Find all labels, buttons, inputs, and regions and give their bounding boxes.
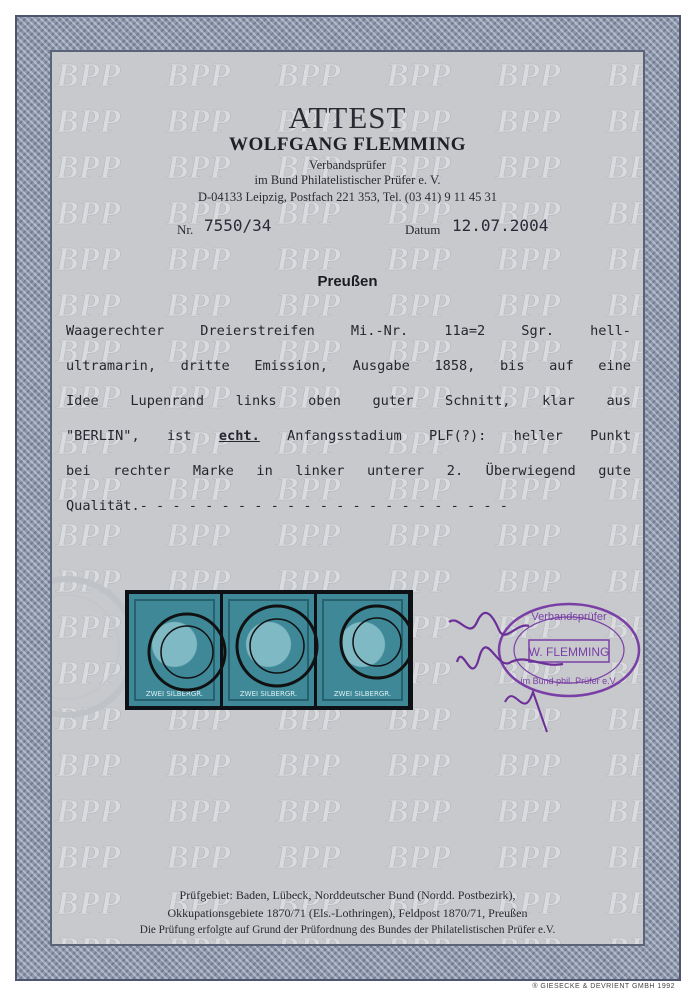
seal-text-top: Verbandsprüfer: [531, 611, 607, 623]
stamp-caption: ZWEI SILBERGR.: [239, 690, 298, 698]
verdict-genuine: echt.: [218, 428, 260, 444]
footer-exam-rules: Die Prüfung erfolgte auf Grund der Prüfordnung des Bundes der Philatelistischen Prüfer e.V.: [139, 924, 556, 936]
stamp-strip-image: [125, 590, 413, 710]
description-line: Qualität.- - - - - - - - - - - - - - - - - - - - - - -: [66, 498, 508, 514]
examiner-signature-seal: [437, 592, 642, 742]
nr-label: Nr.: [177, 222, 194, 237]
examiner-role: Verbandsprüfer: [308, 158, 387, 172]
description-line: Idee Lupenrand links oben guter Schnitt, klar aus: [66, 393, 631, 409]
oval-seal-icon: [437, 592, 642, 742]
description-line-verdict: [66, 419, 631, 454]
verdict-suffix: Anfangsstadium PLF(?): heller Punkt: [259, 428, 631, 444]
stamp-caption: ZWEI SILBERGR.: [333, 690, 392, 698]
stamp-caption: ZWEI SILBERGR.: [145, 690, 204, 698]
section-heading: Preußen: [317, 273, 378, 290]
certificate-body: [50, 50, 645, 946]
seal-text-name: W. FLEMMING: [528, 645, 610, 659]
examiner-name: WOLFGANG FLEMMING: [228, 134, 467, 155]
certificate-title: ATTEST: [288, 100, 407, 135]
description-line: bei rechter Marke in linker unterer 2. Überwiegend gute: [66, 463, 631, 479]
seal-text-bottom: im Bund phil. Prüfer e.V.: [520, 676, 618, 686]
date-label: Datum: [405, 222, 441, 237]
printer-imprint: ® GIESECKE & DEVRIENT GMBH 1992: [532, 983, 675, 990]
postmark-cancels: [125, 590, 413, 710]
verdict-prefix: "BERLIN", ist: [66, 428, 219, 444]
description-line: ultramarin, dritte Emission, Ausgabe 1858, bis auf eine: [66, 358, 631, 374]
certificate-date: 12.07.2004: [452, 216, 549, 235]
examiner-address: D-04133 Leipzig, Postfach 221 353, Tel. (03 41) 9 11 45 31: [197, 190, 498, 204]
examiner-association: im Bund Philatelistischer Prüfer e. V.: [254, 173, 441, 187]
description-line: Waagerechter Dreierstreifen Mi.-Nr. 11a=2 Sgr. hell-: [66, 323, 631, 339]
signature-stroke: [449, 613, 529, 635]
description-text: [66, 314, 631, 524]
footer-exam-area-2: Okkupationsgebiete 1870/71 (Els.-Lothringen), Feldpost 1870/71, Preußen: [167, 906, 528, 920]
footer-exam-area: Prüfgebiet: Baden, Lübeck, Norddeutscher Bund (Nordd. Postbezirk),: [179, 888, 516, 902]
certificate-number: 7550/34: [204, 216, 272, 235]
